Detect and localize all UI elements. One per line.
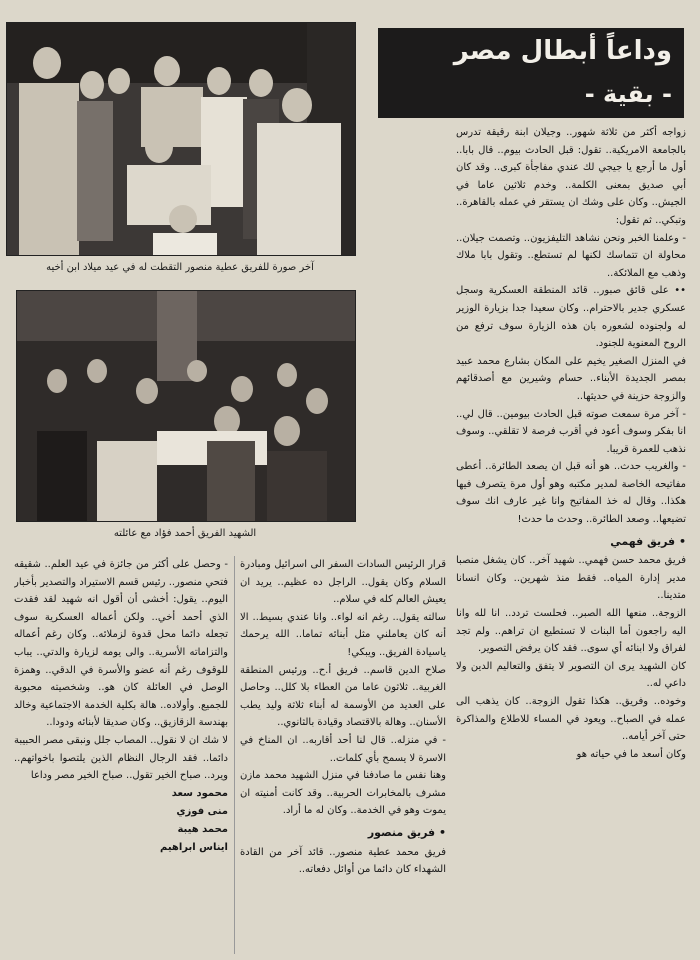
right-paragraph-9: كان الشهيد يرى ان التصوير لا يتفق والتعاليم الدين ولا داعي له.. bbox=[456, 660, 686, 690]
right-paragraph-3: •• على قائق صبور.. قائد المنطقة العسكرية وسجل عسكري جدير بالاحترام.. وكان سعيدا جدا بزيارة الوزير له ولجنوده لشعوره بان هذه الزيارة سوف ترفع من الروح المعنوية للجنود. bbox=[456, 285, 686, 350]
right-paragraph-5: - آخر مرة سمعت صوته قبل الحادث بيومين.. قال لي.. انا بفكر وسوف أعود في أقرب فرصة لا تقلقي.. وسوف نذهب للعمرة قريبا. bbox=[456, 408, 686, 455]
middle-column bbox=[240, 556, 446, 954]
middle-paragraph-6: فريق محمد عطية منصور.. قائد آخر من القادة الشهداء كان دائما من أوائل دفعاته.. bbox=[240, 846, 446, 876]
family-photo-bottom-image bbox=[17, 291, 355, 521]
family-photo-bottom bbox=[16, 290, 356, 522]
group-photo-top bbox=[6, 22, 356, 256]
middle-paragraph-4: - في منزله.. قال لنا أحد أقاربه.. ان المناخ في الاسرة لا يسمح بأي كلمات.. bbox=[240, 734, 446, 764]
author-name: محمود سعد bbox=[171, 787, 228, 799]
middle-paragraph-2: سالته يقول.. رغم انه لواء.. وانا عندي بسيط.. الا أنه كان يعاملني مثل أبنائه تماما.. الله يرحمك ياسيادة الفريق.. ويبكي! bbox=[240, 611, 446, 658]
photo-bottom-caption: الشهيد الفريق أحمد فؤاد مع عائلته bbox=[113, 528, 257, 539]
right-paragraph-8: الزوجة.. منعها الله الصبر.. فحلست تردد.. انا لله وانا اليه راجعون أما البنات لا تستطيع ان تراهم.. ولم تجد لفراق ولا ابنائه أي سوى.. فقد كان يرفض التصوير. bbox=[456, 608, 686, 655]
right-paragraph-4: في المنزل الصغير يخيم على المكان بشارع محمد عبيد بمصر الجديدة الأبناء.. حسام وشيرين مع أصدقائهم والزوجة حزينة في حديثها.. bbox=[456, 355, 686, 402]
right-paragraph-2: - وعلمنا الخبر ونحن نشاهد التليفزيون.. وتصمت جيلان.. محاولة ان تتماسك لكنها لم تستطع.. وتقول بابا ملاك وذهب مع الملائكة.. bbox=[456, 232, 686, 279]
left-paragraph-1: - وحصل على أكثر من جائزة في عيد العلم.. شقيقه فتحي منصور.. رئيس قسم الاستيراد والتصدير بأخبار اليوم.. يقول: أخشى أن أقول انه شهيد لقد فقدت الذي أحمد أخي.. ولكن أعماله العسكرية سوف تجعله دائما محل قدوة لزملائه.. وكان رغم أعماله والتزاماته الأسرية.. والى يومه لزيارة والدتي.. يباب للوقوف رغم أنه عضو والأسرة في الدقي.. وهمزة الوصل في العائلة كان هو.. وشخصيته محبوبة للجميع. وأولاده.. هالة بكلية الخدمة الاجتماعية وخالد بهندسة الزقازيق.. وكان صديقا لأبنائه ودودا.. bbox=[14, 559, 228, 729]
right-paragraph-7: فريق محمد حسن فهمي.. شهيد آخر.. كان يشغل منصبا مدير إدارة المياه.. فقط منذ شهرين.. وكان انسانا متدينا.. bbox=[456, 555, 686, 602]
right-subheading: • فريق فهمي bbox=[610, 534, 686, 548]
middle-subheading: • فريق منصور bbox=[367, 825, 446, 839]
photo-top-caption: آخر صورة للفريق عطية منصور التقطت له في عيد ميلاد ابن أخيه bbox=[46, 262, 314, 273]
author-name: منى فوزي bbox=[176, 805, 228, 817]
right-paragraph-11: وكان أسعد ما في حياته هو bbox=[576, 748, 686, 760]
headline-subtitle: - بقية - bbox=[584, 80, 672, 108]
right-paragraph-10: وخوده.. وفريق.. هكذا تقول الزوجة.. كان يذهب الى عمله في الصباح.. ويعود في المساء للاطلاع والمذاكرة حتى آخر أيامه.. bbox=[456, 696, 686, 743]
author-name: محمد هيبة bbox=[177, 823, 228, 835]
middle-paragraph-1: قرار الرئيس السادات السفر الى اسرائيل ومبادرة السلام وكان يقول.. الراجل ده عظيم.. يريد ان يعيش العالم كله في سلام.. bbox=[240, 559, 446, 606]
column-divider bbox=[234, 556, 235, 954]
middle-paragraph-3: صلاح الدين قاسم.. فريق أ.ح.. ورئيس المنطقة الغربية.. ثلاثون عاما من العطاء بلا كلل.. وحاصل على العديد من الأوسمة له أبناء ثلاثة وليد يطب الأسنان.. وهالة بالاقتصاد وقيادة بالثانوي.. bbox=[240, 664, 446, 729]
author-signatures bbox=[14, 785, 228, 857]
left-column bbox=[14, 556, 228, 954]
right-column bbox=[456, 124, 686, 954]
headline-banner bbox=[378, 28, 684, 118]
headline-title: وداعاً أبطال مصر bbox=[453, 36, 672, 66]
left-paragraph-2: لا شك ان لا نقول.. المصاب جلل ونبقى مصر الحبيبة دائما.. فقد الرجال النظام الذين يلتصوا باخواتهم.. ويرد.. صباح الخير تقول.. صباح الخير مصر وداعا bbox=[14, 734, 228, 782]
middle-paragraph-5: وهنا نفس ما صادفنا في منزل الشهيد محمد مازن مشرف بالمخابرات الحربية.. وقد كانت أمنيته ان يموت وهو في الخدمة.. وكان له ما أراد. bbox=[240, 770, 446, 817]
author-name: ايناس ابراهيم bbox=[160, 841, 228, 853]
group-photo-top-image bbox=[7, 23, 355, 255]
right-paragraph-1: زواجه أكثر من ثلاثة شهور.. وجيلان ابنة رقيقة تدرس بالجامعة الامريكية.. تقول: قبل الحادث بيوم.. قال بابا.. أول ما أرجع يا جيجي لك عندي مفاجأة كبرى.. وقد كان أبي صديق بمعنى الكلمة.. وخدم ثلاثين عاما في الجيش.. وكان على وشك ان يستقر في عمله بالقاهرة.. وتبكي.. ثم تقول: bbox=[456, 127, 686, 226]
right-paragraph-6: - والغريب حدث.. هو أنه قبل ان يصعد الطائرة.. أعطى مفاتيحه الخاصة لمدير مكتبه وهو أول مرة يتصرف فيها هكذا.. وقال له خذ المفاتيح وانا غير عارف انك سوف تضيعها.. وصعد الطائرة.. وحدث ما حدث! bbox=[456, 461, 686, 526]
